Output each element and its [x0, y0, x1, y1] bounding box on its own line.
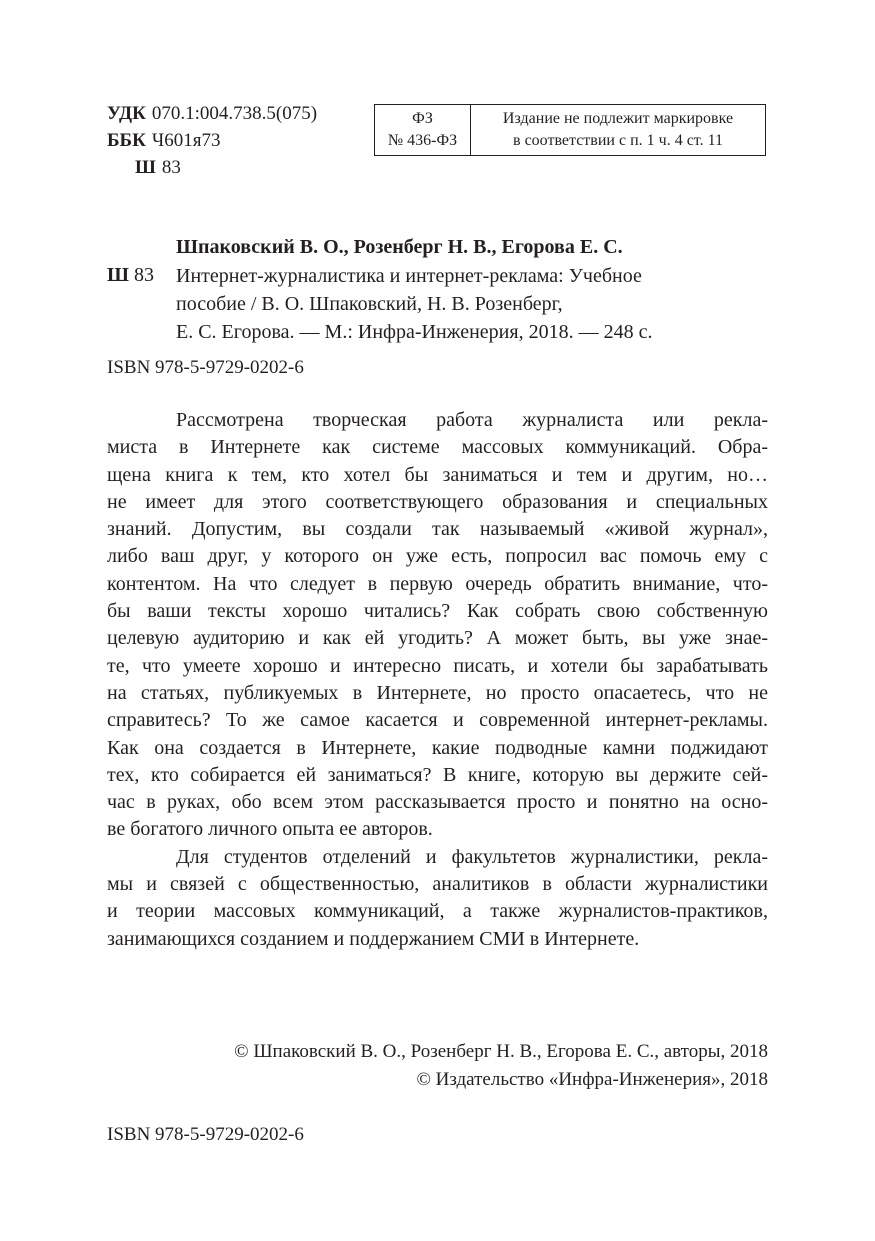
fz-law-cell — [375, 105, 471, 155]
classification-block — [107, 100, 317, 181]
udk-row — [107, 100, 317, 127]
abstract-line: не имеет для этого соответствующего образования и специальных — [107, 490, 768, 513]
biblio-line: Е. С. Егорова. — М.: Инфра-Инженерия, 2018. — 248 с. — [176, 321, 653, 343]
biblio-line: пособие / В. О. Шпаковский, Н. В. Розенберг, — [176, 293, 563, 315]
abstract-line: те, что умеете хорошо и интересно писать, и хотели бы зарабатывать — [107, 654, 768, 677]
abstract-line: и теории массовых коммуникаций, а также журналистов-практиков, — [107, 900, 768, 923]
abstract-line: знаний. Допустим, вы создали так называемый «живой журнал», — [107, 518, 768, 541]
bbk-label: ББК — [107, 130, 146, 151]
fz-law-line1: ФЗ — [412, 110, 433, 127]
fz-marking-box — [374, 104, 766, 156]
abstract — [107, 407, 768, 953]
abstract-line: мы и связей с общественностью, аналитиков в области журналистики — [107, 873, 768, 896]
sh-value: 83 — [161, 157, 181, 178]
copyright-publisher: © Издательство «Инфра-Инженерия», 2018 — [416, 1069, 768, 1090]
abstract-paragraph-1 — [107, 407, 768, 844]
abstract-line: занимающихся созданием и поддержанием СМИ в Интернете. — [107, 927, 640, 950]
sh-label: Ш — [135, 157, 156, 178]
abstract-line: час в руках, обо всем этом рассказывается просто и понятно на осно- — [107, 791, 768, 814]
bbk-value: Ч601я73 — [151, 130, 221, 151]
abstract-line: ве богатого личного опыта ее авторов. — [107, 818, 433, 841]
udk-label: УДК — [107, 103, 146, 124]
abstract-line: Как она создается в Интернете, какие подводные камни поджидают — [107, 736, 768, 759]
isbn-top: ISBN 978-5-9729-0202-6 — [107, 357, 304, 378]
fz-note-line2: в соответствии с п. 1 ч. 4 ст. 11 — [513, 132, 723, 149]
author-code-letter: Ш — [107, 264, 129, 286]
biblio-line: Интернет-журналистика и интернет-реклама: Учебное — [176, 265, 642, 287]
bbk-row — [107, 127, 317, 154]
fz-note-line1: Издание не подлежит маркировке — [502, 110, 734, 127]
abstract-line: контентом. На что следует в первую очередь обратить внимание, что- — [107, 572, 768, 595]
abstract-line: справитесь? То же самое касается и современной интернет-рекламы. — [107, 709, 768, 732]
abstract-line: щена книга к тем, кто хотел бы заниматься и тем и другим, но… — [107, 463, 768, 486]
fz-note-cell — [471, 105, 765, 155]
abstract-line: тех, кто собирается ей заниматься? В книге, которую вы держите сей- — [107, 763, 768, 786]
copyright-block — [234, 1038, 768, 1094]
abstract-paragraph-2 — [107, 844, 768, 953]
fz-law-line2: № 436-ФЗ — [387, 132, 458, 149]
author-code-number: 83 — [133, 264, 154, 286]
abstract-line: Рассмотрена творческая работа журналиста или рекла- — [176, 409, 768, 431]
abstract-line: целевую аудиторию и как ей угодить? А может быть, вы уже знае- — [107, 627, 768, 650]
abstract-line: миста в Интернете как системе массовых коммуникаций. Обра- — [107, 436, 768, 459]
sh-row — [107, 154, 317, 181]
copyright-authors: © Шпаковский В. О., Розенберг Н. В., Егорова Е. С., авторы, 2018 — [234, 1041, 768, 1062]
abstract-line: бы ваши тексты хорошо читались? Как собрать свою собственную — [107, 600, 768, 623]
abstract-line: либо ваш друг, у которого он уже есть, попросил вас помочь ему с — [107, 545, 768, 568]
abstract-line: Для студентов отделений и факультетов журналистики, рекла- — [176, 845, 768, 868]
isbn-bottom: ISBN 978-5-9729-0202-6 — [107, 1124, 304, 1145]
author-code — [107, 264, 154, 287]
bibliographic-description — [176, 262, 776, 346]
udk-value: 070.1:004.738.5(075) — [151, 103, 318, 124]
abstract-line: на статьях, публикуемых в Интернете, но просто опасаетесь, что не — [107, 681, 768, 704]
authors-heading: Шпаковский В. О., Розенберг Н. В., Егорова Е. С. — [176, 236, 623, 258]
